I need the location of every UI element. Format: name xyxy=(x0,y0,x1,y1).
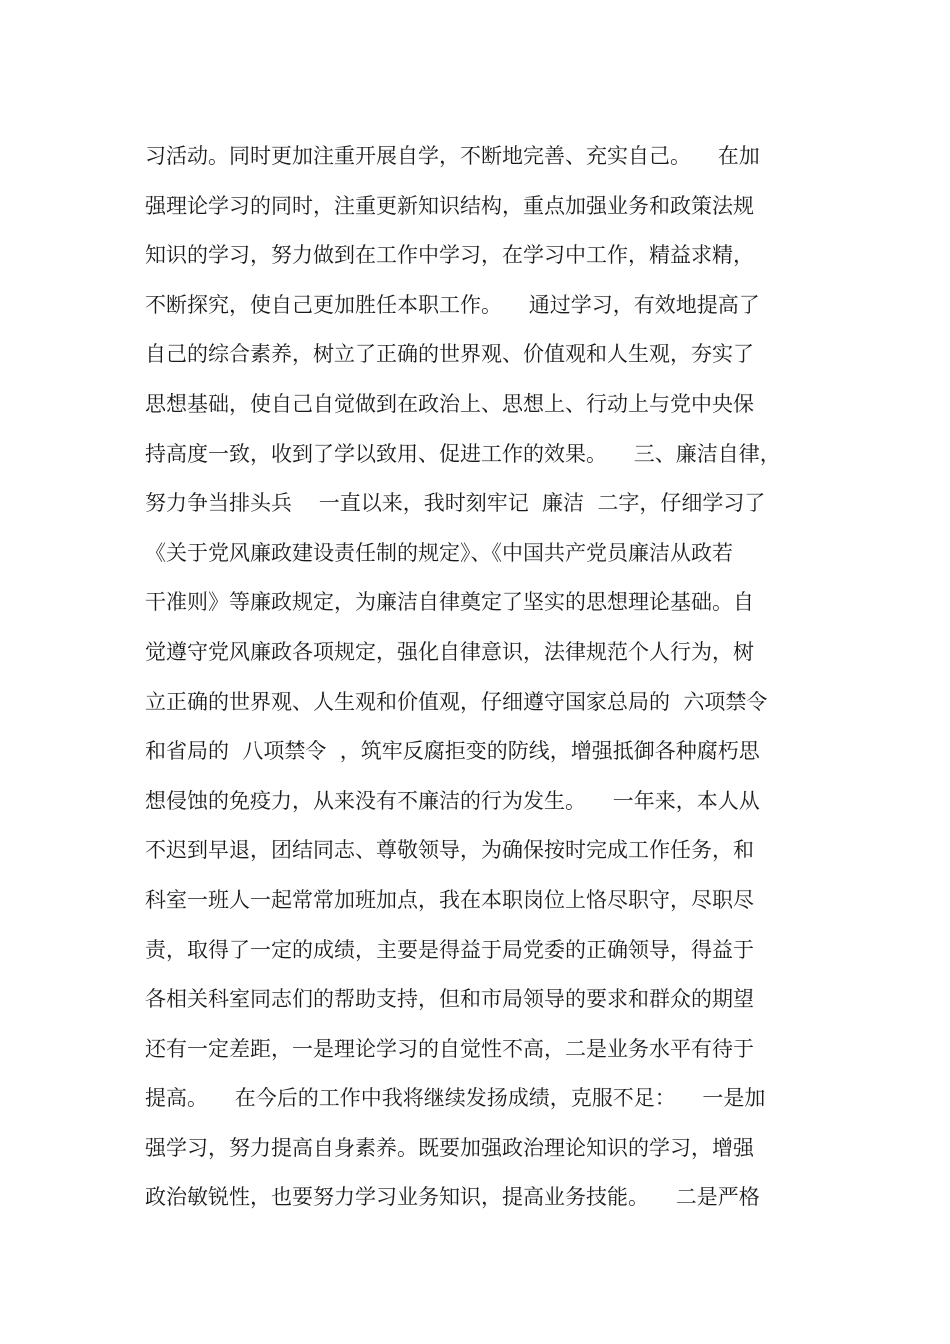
text-line: 立正确的世界观、人生观和价值观，仔细遵守国家总局的 六项禁令 xyxy=(145,689,768,714)
text-line: 觉遵守党风廉政各项规定，强化自律意识，法律规范个人行为，树 xyxy=(145,639,754,664)
text-line: 责，取得了一定的成绩，主要是得益于局党委的正确领导，得益于 xyxy=(145,937,754,962)
text-line: 持高度一致，收到了学以致用、促进工作的效果。 三、廉洁自律， xyxy=(145,441,781,466)
text-line: 和省局的 八项禁令 ，筑牢反腐拒变的防线，增强抵御各种腐朽思 xyxy=(145,739,760,764)
text-line: 不断探究，使自己更加胜任本职工作。 通过学习，有效地提高了 xyxy=(145,292,760,317)
text-line: 强理论学习的同时，注重更新知识结构，重点加强业务和政策法规 xyxy=(145,193,754,218)
text-line: 政治敏锐性，也要努力学习业务知识，提高业务技能。 二是严格 xyxy=(145,1185,760,1210)
text-line: 想侵蚀的免疫力，从来没有不廉洁的行为发生。 一年来，本人从 xyxy=(145,788,760,813)
text-line: 习活动。同时更加注重开展自学，不断地完善、充实自己。 在加 xyxy=(145,144,760,168)
text-line: 干准则》等廉政规定，为廉洁自律奠定了坚实的思想理论基础。自 xyxy=(145,590,754,615)
text-line: 还有一定差距，一是理论学习的自觉性不高，二是业务水平有待于 xyxy=(145,1036,754,1061)
body-text xyxy=(145,132,835,1223)
text-line: 思想基础，使自己自觉做到在政治上、思想上、行动上与党中央保 xyxy=(145,391,754,416)
text-line: 提高。 在今后的工作中我将继续发扬成绩，克服不足： 一是加 xyxy=(145,1086,766,1111)
text-line: 努力争当排头兵 一直以来，我时刻牢记 廉洁 二字，仔细学习了 xyxy=(145,491,766,516)
text-line: 《关于党风廉政建设责任制的规定》、《中国共产党员廉洁从政若 xyxy=(145,540,733,565)
text-line: 不迟到早退，团结同志、尊敬领导，为确保按时完成工作任务，和 xyxy=(145,838,754,863)
text-line: 各相关科室同志们的帮助支持，但和市局领导的要求和群众的期望 xyxy=(145,987,754,1012)
text-line: 强学习，努力提高自身素养。既要加强政治理论知识的学习，增强 xyxy=(145,1135,754,1160)
text-line: 科室一班人一起常常加班加点，我在本职岗位上恪尽职守，尽职尽 xyxy=(145,887,754,912)
text-line: 知识的学习，努力做到在工作中学习，在学习中工作，精益求精， xyxy=(145,243,754,268)
text-line: 自己的综合素养，树立了正确的世界观、价值观和人生观，夯实了 xyxy=(145,342,754,367)
